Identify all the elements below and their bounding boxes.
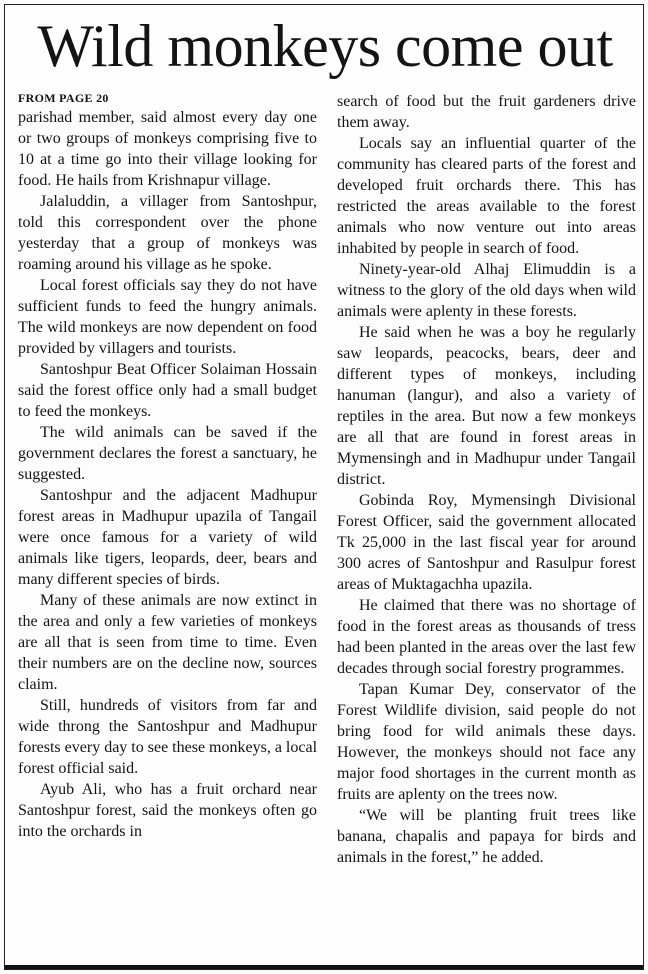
headline: Wild monkeys come out bbox=[37, 13, 613, 79]
paragraph: parishad member, said almost every day one or two groups of monkeys comprising five to 10 at a time go into their village looking for food. He hails from Krishnapur village. bbox=[18, 109, 317, 189]
paragraph: Santoshpur and the adjacent Madhupur forest areas in Madhupur upazila of Tangail were once famous for a variety of wild animals like tigers, leopards, deer, bears and many different species of birds. bbox=[18, 487, 317, 588]
paragraph: Still, hundreds of visitors from far and wide throng the Santoshpur and Madhupur forests every day to see these monkeys, a local forest official said. bbox=[18, 697, 318, 777]
paragraph: Local forest officials say they do not have sufficient funds to feed the hungry animals. The wild monkeys are now dependent on food provided by villagers and tourists. bbox=[18, 277, 317, 357]
article-column-right bbox=[337, 91, 636, 964]
paragraph: Locals say an influential quarter of the community has cleared parts of the forest and developed fruit orchards there. This has restricted the areas available to the forest animals who now venture out into areas inhabited by people in search of food. bbox=[337, 135, 636, 257]
paragraph: Jalaluddin, a villager from Santoshpur, told this correspondent over the phone yesterday that a group of monkeys was roaming around his village as he spoke. bbox=[18, 193, 317, 273]
paragraph: He claimed that there was no shortage of food in the forest areas as thousands of tress had been planted in the areas over the last few decades through social forestry programmes. bbox=[337, 597, 636, 677]
paragraph: Ayub Ali, who has a fruit orchard near Santoshpur forest, said the monkeys often go into the orchards in bbox=[18, 781, 317, 840]
article-column-left bbox=[18, 90, 317, 964]
paragraph: He said when he was a boy he regularly saw leopards, peacocks, bears, deer and different types of monkeys, including hanuman (langur), and also a variety of reptiles in the area. But now a few monkeys are all that are found in forest areas in Mymensingh and in Madhupur under Tangail district. bbox=[337, 324, 636, 488]
paragraph: Many of these animals are now extinct in the area and only a few varieties of monkeys are all that is seen from time to time. Even their numbers are on the decline now, sources claim. bbox=[18, 592, 317, 693]
paragraph: search of food but the fruit gardeners drive them away. bbox=[337, 93, 636, 131]
kicker: FROM PAGE 20 bbox=[18, 91, 109, 105]
paragraph: The wild animals can be saved if the government declares the forest a sanctuary, he suggested. bbox=[18, 424, 317, 483]
paragraph: Tapan Kumar Dey, conservator of the Forest Wildlife division, said people do not bring food for wild animals these days. However, the monkeys should not face any major food shortages in the current month as fruits are aplenty on the trees now. bbox=[337, 681, 636, 803]
paragraph: Ninety-year-old Alhaj Elimuddin is a witness to the glory of the old days when wild animals were aplenty in these forests. bbox=[337, 261, 636, 320]
paragraph: Santoshpur Beat Officer Solaiman Hossain said the forest office only had a small budget to feed the monkeys. bbox=[18, 361, 317, 420]
paragraph: “We will be planting fruit trees like banana, chapalis and papaya for birds and animals in the forest,” he added. bbox=[337, 807, 636, 866]
paragraph: Gobinda Roy, Mymensingh Divisional Forest Officer, said the government allocated Tk 25,000 in the last fiscal year for around 300 acres of Santoshpur and Rasulpur forest areas of Muktagachha upazila. bbox=[337, 492, 636, 593]
